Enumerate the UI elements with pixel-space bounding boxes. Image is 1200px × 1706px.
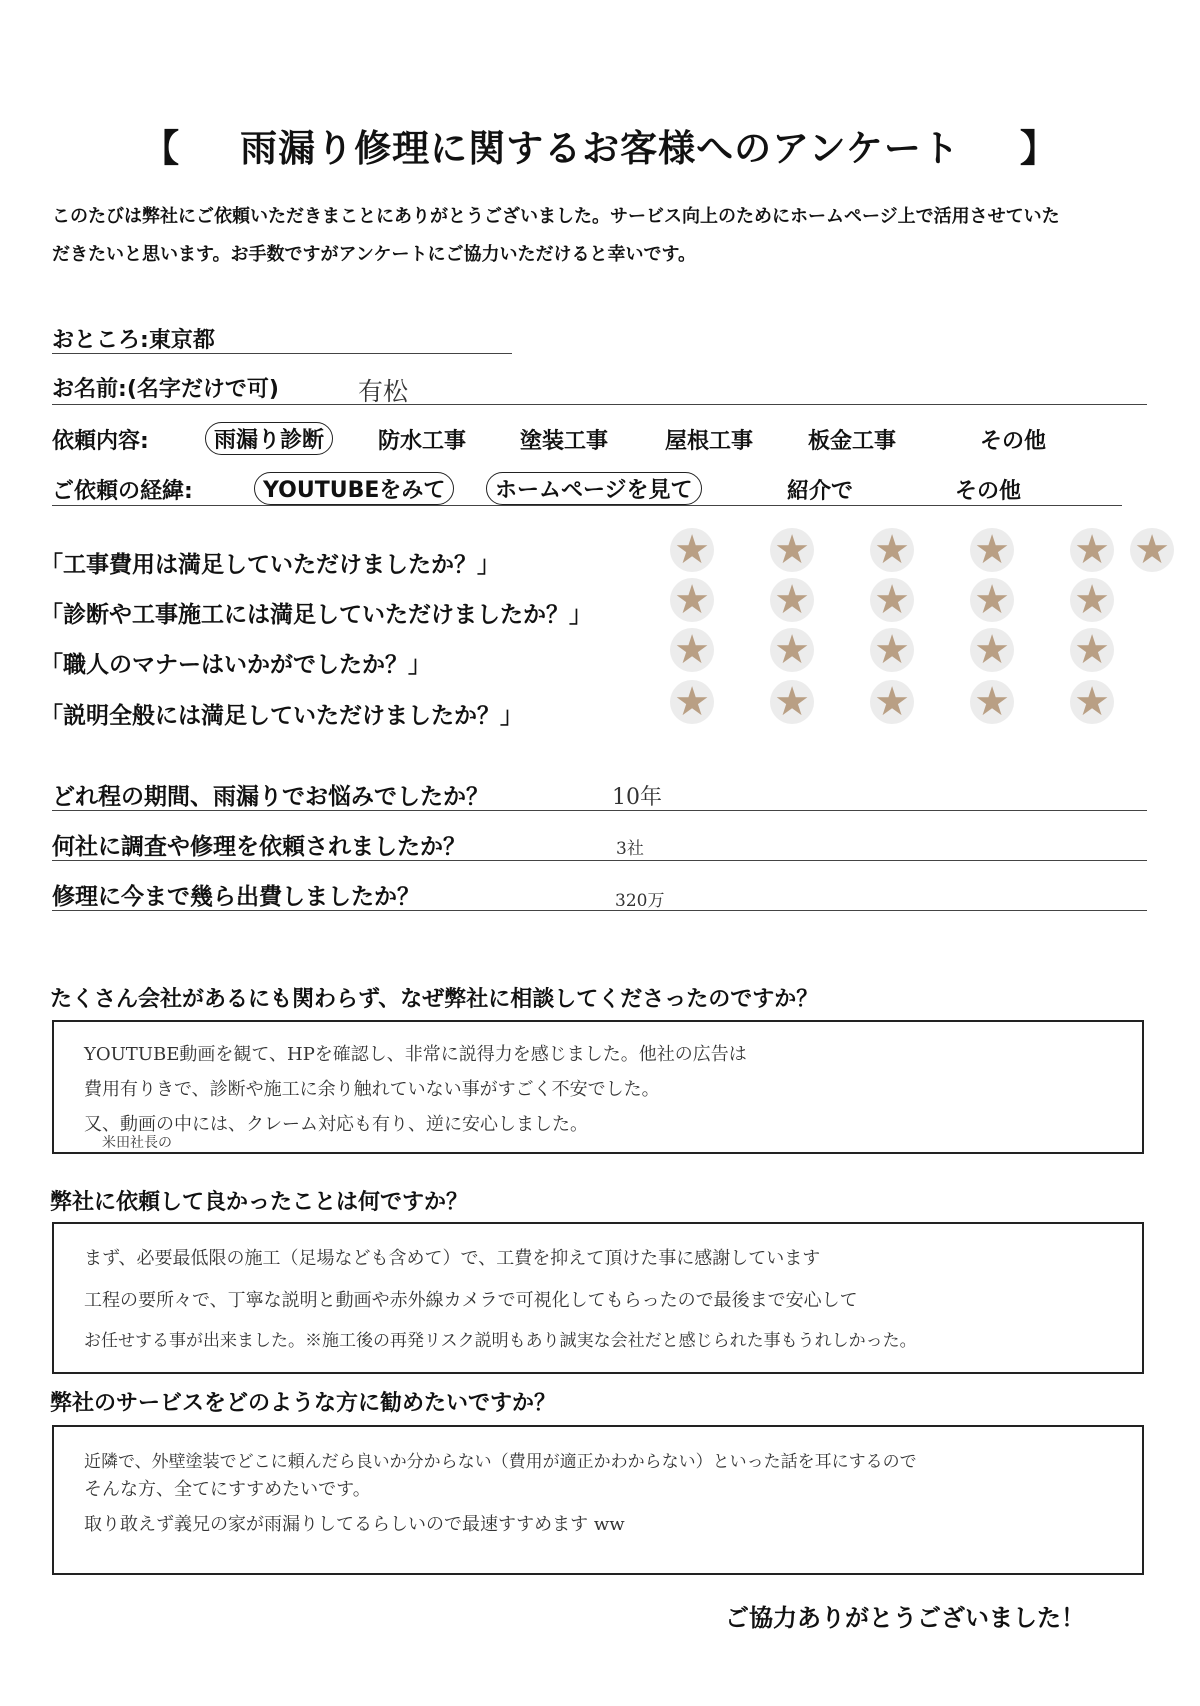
history-answer: 3社 (616, 839, 644, 859)
request-label: 依頼内容: (52, 429, 149, 454)
star-icon: ★ (970, 680, 1014, 724)
star-icon: ★ (1070, 578, 1114, 622)
section-heading: 弊社に依頼して良かったことは何ですか？ (50, 1190, 469, 1215)
answer-line: 工程の要所々で、丁寧な説明と動画や赤外線カメラで可視化してもらったので最後まで安心して (84, 1290, 858, 1311)
star-icon: ★ (970, 578, 1014, 622)
request-option: その他 (980, 429, 1047, 454)
rating-question: 「工事費用は満足していただけましたか？」 (40, 552, 500, 578)
rating-question: 「職人のマナーはいかがでしたか？」 (40, 652, 431, 678)
address-value: 東京都 (148, 328, 215, 353)
intro-line-2: だきたいと思います。お手数ですがアンケートにご協力いただけると幸いです。 (52, 244, 697, 265)
history-question: 修理に今まで幾ら出費しましたか？ (52, 884, 420, 910)
request-option-selected: 雨漏り診断 (205, 422, 333, 455)
section-heading: 弊社のサービスをどのような方に勧めたいですか？ (50, 1391, 557, 1416)
name-underline (52, 404, 1147, 405)
star-icon: ★ (670, 578, 714, 622)
answer-line: YOUTUBE動画を観て、HPを確認し、非常に説得力を感じました。他社の広告は (84, 1044, 747, 1065)
address-row (52, 323, 215, 354)
answer-line: 取り敢えず義兄の家が雨漏りしてるらしいので最速すすめます ww (84, 1514, 625, 1535)
star-icon: ★ (870, 528, 914, 572)
reason-underline (52, 505, 1122, 506)
star-icon: ★ (1070, 628, 1114, 672)
star-icon: ★ (670, 680, 714, 724)
answer-box (52, 1222, 1144, 1374)
star-icon: ★ (870, 680, 914, 724)
answer-line: 又、動画の中には、クレーム対応も有り、逆に安心しました。 (84, 1114, 588, 1135)
answer-line: 費用有りきで、診断や施工に余り触れていない事がすごく不安でした。 (84, 1079, 660, 1100)
reason-option-selected: YOUTUBEをみて (254, 472, 454, 505)
star-icon: ★ (770, 628, 814, 672)
address-label: おところ: (52, 328, 149, 353)
address-underline (52, 353, 512, 354)
answer-line: お任せする事が出来ました。※施工後の再発リスク説明もあり誠実な会社だと感じられた事もうれしかった。 (84, 1331, 917, 1351)
reason-option: その他 (955, 479, 1022, 504)
reason-option-selected: ホームページを見て (486, 472, 702, 505)
name-row (52, 372, 279, 403)
star-icon: ★ (970, 628, 1014, 672)
survey-title-row (0, 118, 1200, 172)
answer-line: まず、必要最低限の施工（足場なども含めて）で、工費を抑えて頂けた事に感謝しています (84, 1248, 821, 1269)
rating-question: 「説明全般には満足していただけましたか？」 (40, 703, 523, 729)
name-note: (名字だけで可) (126, 377, 279, 402)
name-value: 有松 (358, 377, 409, 406)
answer-line: 近隣で、外壁塗装でどこに頼んだら良いか分からない（費用が適正かわからない）といった話を耳にするので (84, 1452, 917, 1472)
request-option: 板金工事 (808, 429, 897, 454)
request-option: 塗装工事 (520, 429, 609, 454)
answer-box (52, 1020, 1144, 1154)
request-option: 屋根工事 (665, 429, 754, 454)
answer-box (52, 1425, 1144, 1575)
answer-line: そんな方、全てにすすめたいです。 (84, 1479, 371, 1500)
name-label: お名前: (52, 377, 127, 402)
intro-line-1: このたびは弊社にご依頼いただきまことにありがとうございました。サービス向上のためにホームページ上で活用させていた (52, 206, 1060, 227)
history-answer: 320万 (615, 891, 665, 911)
history-answer: 10年 (612, 785, 662, 810)
history-question: どれ程の期間、雨漏りでお悩みでしたか？ (52, 784, 489, 810)
title-close-bracket: 】 (1019, 127, 1058, 170)
star-icon: ★ (970, 528, 1014, 572)
section-heading: たくさん会社があるにも関わらず、なぜ弊社に相談してくださったのですか？ (50, 987, 819, 1012)
history-underline (52, 860, 1147, 861)
reason-label: ご依頼の経緯: (52, 479, 193, 504)
star-icon: ★ (1070, 528, 1114, 572)
title-open-bracket: 【 (142, 127, 181, 170)
star-icon: ★ (870, 628, 914, 672)
history-underline (52, 910, 1147, 911)
star-icon: ★ (670, 528, 714, 572)
request-option: 防水工事 (378, 429, 467, 454)
star-icon: ★ (1130, 528, 1174, 572)
rating-question: 「診断や工事施工には満足していただけましたか？」 (40, 602, 592, 628)
survey-title: 雨漏り修理に関するお客様へのアンケート (240, 127, 960, 170)
star-icon: ★ (770, 528, 814, 572)
history-question: 何社に調査や修理を依頼されましたか？ (52, 834, 466, 860)
star-icon: ★ (870, 578, 914, 622)
star-icon: ★ (770, 578, 814, 622)
star-icon: ★ (770, 680, 814, 724)
history-underline (52, 810, 1147, 811)
answer-insert: 米田社長の (102, 1135, 172, 1151)
star-icon: ★ (670, 628, 714, 672)
reason-option: 紹介で (787, 479, 854, 504)
star-icon: ★ (1070, 680, 1114, 724)
closing-message: ご協力ありがとうございました！ (725, 1604, 1085, 1632)
